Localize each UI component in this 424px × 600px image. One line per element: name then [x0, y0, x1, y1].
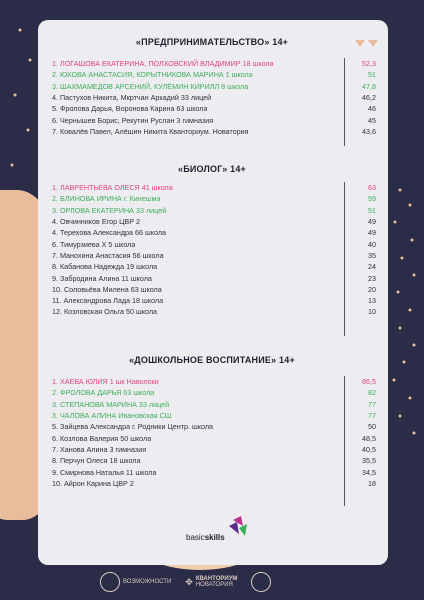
- list-item: 2. ЮХОВА АНАСТАСИЯ, КОРЫТНИКОВА МАРИНА 1 школа 51: [52, 70, 376, 80]
- kvantorium-logo: ✥ КВАНТОРИУМ НОВАТОРИЯ: [185, 576, 238, 588]
- list-item: 3. ШАХМАМЕДОВ АРСЕНИЙ, КУЛЁМИН КИРИЛЛ 8 школа 47,8: [52, 81, 376, 91]
- list-item: 7. Манохина Анастасия 56 школа 35: [52, 250, 376, 260]
- list-item: 2. ФРОЛОВА ДАРЬЯ 63 школа 82: [52, 388, 376, 398]
- section-title: «ДОШКОЛЬНОЕ ВОСПИТАНИЕ» 14+: [129, 355, 295, 365]
- list-item: 4. Овчинников Егор ЦВР 2 49: [52, 217, 376, 227]
- section-title: «БИОЛОГ» 14+: [178, 164, 246, 174]
- list-item: 6. Чернышев Борис, Рекутин Руслан 3 гимназия 45: [52, 115, 376, 125]
- list-item: 3. СТЕПАНОВА МАРИНА 33 лицей 77: [52, 399, 376, 409]
- list-item: 6. Козлова Валерия 50 школа 48,5: [52, 433, 376, 443]
- results-list: [52, 58, 376, 137]
- list-item: 10. Соловьёва Милена 63 школа 20: [52, 284, 376, 294]
- list-item: 4. Терехова Александра 66 школа 49: [52, 228, 376, 238]
- footer-partner-logos: [100, 572, 271, 592]
- results-list: [52, 182, 376, 318]
- list-item: 9. Смирнова Наталья 11 школа 34,5: [52, 467, 376, 477]
- seal-icon: [100, 572, 120, 592]
- list-item: 3. ОРЛОВА ЕКАТЕРИНА 33 лицей 51: [52, 205, 376, 215]
- list-item: 2. БЛИНОВА ИРИНА г. Кинешма 59: [52, 194, 376, 204]
- list-item: 4. Пастухов Никита, Мкртчан Аркадий 33 лицей 46,2: [52, 93, 376, 103]
- partner-logo: ВОЗМОЖНОСТИ: [100, 572, 171, 592]
- list-item: 3. ЧАЛОВА АЛИНА Ивановская СШ 77: [52, 411, 376, 421]
- list-item: 11. Александрова Лада 18 школа 13: [52, 296, 376, 306]
- list-item: 8. Кабанова Надежда 19 школа 24: [52, 262, 376, 272]
- list-item: 5. Зайцева Александра г. Родники Центр. школа 50: [52, 422, 376, 432]
- list-item: 6. Тимурзиева Х 5 школа 40: [52, 239, 376, 249]
- section-title: «ПРЕДПРИНИМАТЕЛЬСТВО» 14+: [135, 37, 289, 47]
- list-item: 1. ХАЕВА ЮЛИЯ 1 шк Наволоки 86,5: [52, 377, 376, 387]
- partner-logo: [251, 572, 271, 592]
- list-item: 9. Забродина Алина 11 школа 23: [52, 273, 376, 283]
- triangle-emblem-icon: [251, 572, 271, 592]
- list-item: 1. ЛАВРЕНТЬЕВА ОЛЕСЯ 41 школа 63: [52, 183, 376, 193]
- list-item: 12. Козловская Ольга 50 школа 10: [52, 307, 376, 317]
- results-list: [52, 376, 376, 489]
- logo-text: basicskills: [186, 533, 225, 542]
- logo-mark-icon: [227, 516, 249, 538]
- basicskills-logo: [186, 516, 249, 542]
- list-item: 5. Фролова Дарья, Воронова Карина 63 школа 46: [52, 104, 376, 114]
- list-item: 7. Ковалёв Павел, Алёшин Никита Кванториум. Новатория 43,6: [52, 126, 376, 136]
- list-item: 1. ЛОГАШОВА ЕКАТЕРИНА, ПОЛХОВСКИЙ ВЛАДИМИР 18 школа 52,3: [52, 59, 376, 69]
- list-item: 8. Перчун Олеся 18 школа 35,5: [52, 456, 376, 466]
- list-item: 10. Айрон Карина ЦВР 2 18: [52, 478, 376, 488]
- list-item: 7. Ханова Алина 3 гимназия 40,5: [52, 444, 376, 454]
